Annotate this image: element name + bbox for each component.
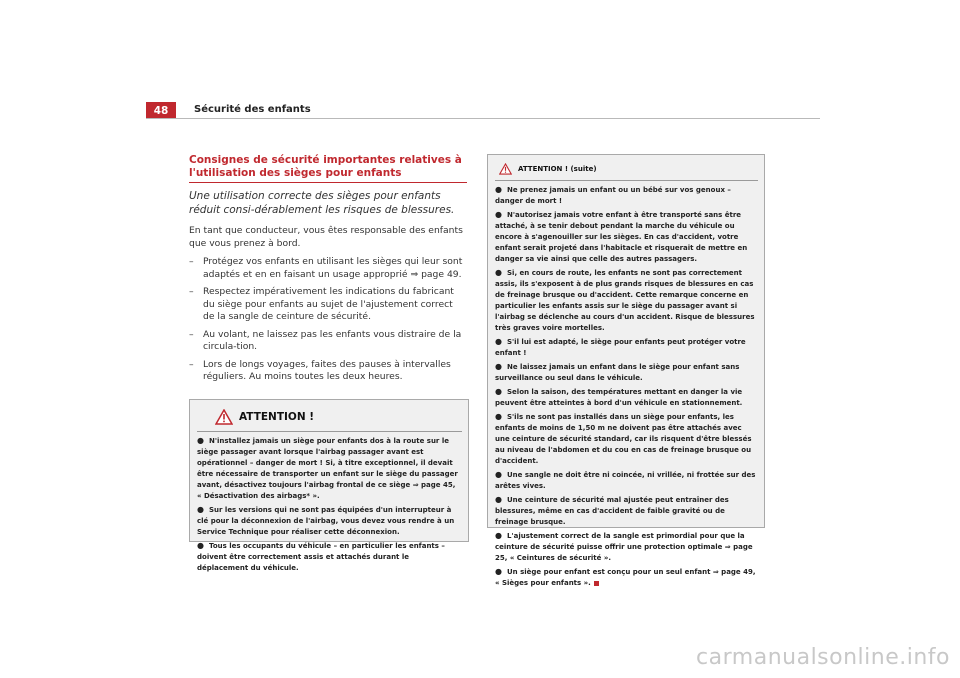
chapter-title: Sécurité des enfants [194, 104, 311, 115]
intro-text: Une utilisation correcte des sièges pour enfants réduit consi-dérablement les risques de blessures. [189, 190, 455, 216]
warning-box-continued [487, 154, 765, 587]
warning-divider [495, 180, 758, 181]
warning-item: ● Un siège pour enfant est conçu pour un seul enfant ⇒ page 49, « Sièges pour enfants ». [495, 567, 756, 587]
warning-item: ● Ne laissez jamais un enfant dans le siège pour enfant sans surveillance ou seul dans le véhicule. [495, 362, 740, 382]
bullet-icon: ● [197, 505, 204, 514]
list-item: – Lors de longs voyages, faites des pauses à intervalles réguliers. Au moins toutes les deux heures. [189, 358, 451, 382]
warning-triangle-icon [215, 409, 233, 425]
bullet-icon: ● [197, 541, 204, 550]
bullet-icon: ● [495, 268, 502, 277]
bullet-icon: ● [495, 210, 502, 219]
bullet-icon: ● [495, 567, 502, 576]
list-item: – Respectez impérativement les indications du fabricant du siège pour enfants au sujet de l'ajustement correct de la sangle de ceinture de sécurité. [189, 286, 454, 322]
warning-item: ● Une ceinture de sécurité mal ajustée peut entraîner des blessures, même en cas d'accident de faible gravité ou de freinage brusque. [495, 495, 729, 526]
watermark: carmanualsonline.info [696, 645, 950, 670]
warning-header [197, 406, 462, 428]
header-divider [146, 118, 820, 119]
body-text: En tant que conducteur, vous êtes responsable des enfants que vous prenez à bord. [189, 225, 463, 249]
section-title: Consignes de sécurité importantes relatives à l'utilisation des sièges pour enfants [189, 154, 462, 179]
warning-item: ● Tous les occupants du véhicule – en particulier les enfants – doivent être correctement assis et attachés durant le déplacement du véhicule. [197, 541, 445, 572]
warning-item: ● Si, en cours de route, les enfants ne sont pas correctement assis, ils s'exposent à de plus grands risques de blessures en cas de freinage brusque ou d'accident. Cette remarque concerne en particulier les enfants assis sur le siège du passager avant si l'airbag se déclenche au cours d'un accident. Risque de blessures très graves voire mortelles. [495, 268, 755, 332]
bullet-icon: ● [495, 185, 502, 194]
warning-divider [197, 431, 462, 432]
warning-item: ● S'ils ne sont pas installés dans un siège pour enfants, les enfants de moins de 1,50 m ne doivent pas être attachés avec une ceinture de sécurité standard, car ils risquent d'être blessés au niveau de l'abdomen et du cou en cas de freinage brusque ou d'accident. [495, 412, 752, 465]
bullet-icon: ● [495, 495, 502, 504]
title-divider [189, 182, 467, 183]
page-number: 48 [146, 102, 176, 119]
bullet-icon: ● [495, 412, 502, 421]
bullet-icon: ● [495, 362, 502, 371]
bullet-icon: ● [495, 470, 502, 479]
warning-title: ATTENTION ! (suite) [518, 165, 597, 173]
warning-item: ● N'installez jamais un siège pour enfants dos à la route sur le siège passager avant lorsque l'airbag passager avant est opérationnel – danger de mort ! Si, à titre exceptionnel, il devait être nécessaire de transporter un enfant sur le siège du passager avant, désactivez toujours l'airbag frontal de ce siège ⇒ page 45, « Désactivation des airbags* ». [197, 436, 458, 500]
bullet-icon: ● [495, 387, 502, 396]
warning-item: ● S'il lui est adapté, le siège pour enfants peut protéger votre enfant ! [495, 337, 746, 357]
list-item: – Protégez vos enfants en utilisant les sièges qui leur sont adaptés et en en faisant un usage approprié ⇒ page 49. [189, 256, 463, 280]
left-column [189, 154, 467, 389]
warning-triangle-icon [499, 163, 512, 175]
end-square-icon [594, 581, 599, 586]
warning-item: ● Selon la saison, des températures mettant en danger la vie peuvent être atteintes à bord d'un véhicule en stationnement. [495, 387, 743, 407]
warning-item: ● Ne prenez jamais un enfant ou un bébé sur vos genoux – danger de mort ! [495, 185, 731, 205]
bullet-icon: ● [495, 531, 502, 540]
warning-title: ATTENTION ! [239, 411, 315, 423]
dash-list [189, 256, 467, 384]
warning-item: ● Sur les versions qui ne sont pas équipées d'un interrupteur à clé pour la déconnexion de l'airbag, vous devez vous rendre à un Service Technique pour réaliser cette déconnexion. [197, 505, 455, 536]
list-item: – Au volant, ne laissez pas les enfants vous distraire de la circula-tion. [189, 328, 462, 352]
warning-item: ● N'autorisez jamais votre enfant à être transporté sans être attaché, à se tenir debout pendant la marche du véhicule ou encore à s'agenouiller sur les sièges. En cas d'accident, votre enfant serait projeté dans l'habitacle et risquerait de mettre en danger sa vie ainsi que celle des autres passagers. [495, 210, 748, 263]
warning-item: ● L'ajustement correct de la sangle est primordial pour que la ceinture de sécurité puisse offrir une protection optimale ⇒ page 25, « Ceintures de sécurité ». [495, 531, 753, 562]
bullet-icon: ● [495, 337, 502, 346]
warning-item: ● Une sangle ne doit être ni coincée, ni vrillée, ni frottée sur des arêtes vives. [495, 470, 756, 490]
bullet-icon: ● [197, 436, 204, 445]
warning-header [495, 161, 758, 177]
warning-box [189, 399, 469, 572]
